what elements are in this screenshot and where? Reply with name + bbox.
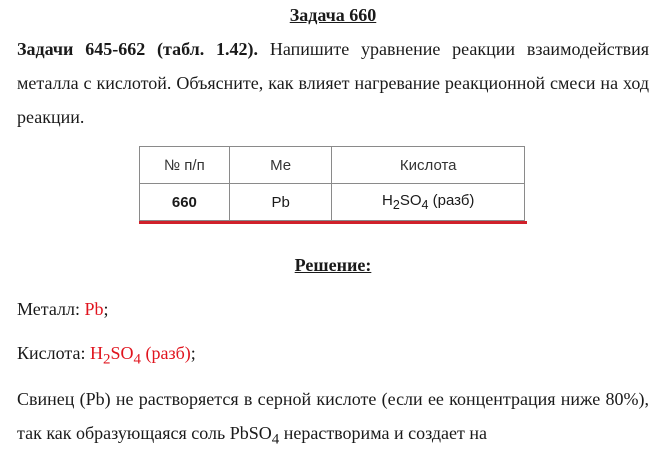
header-acid: Кислота (332, 147, 525, 184)
task-reference: Задачи 645-662 (табл. 1.42). (17, 39, 259, 59)
cell-acid: $H_2SO_4$ (разб) (332, 184, 525, 221)
header-number: № п/п (140, 147, 230, 184)
task-table (139, 146, 525, 221)
cell-metal: Pb (229, 184, 332, 221)
solution-paragraph: Свинец (Pb) не растворяется в серной кислоте (если ее концентрация ниже 80%), так как образующаяся соль PbSO$_4$ нерастворима и создает на (17, 389, 649, 448)
cell-number: 660 (140, 184, 230, 221)
metal-line: Металл: Pb; (17, 299, 109, 319)
header-metal: Ме (229, 147, 332, 184)
task-text: Напишите уравнение реакции взаимодействия металла с кислотой. Объясните, как влияет нагревание реакционной смеси на ход реакции. (17, 39, 649, 127)
acid-value: $H_2SO_4$ (разб) (89, 343, 191, 368)
solution-heading: Решение: (294, 255, 372, 275)
task-statement (17, 32, 649, 134)
task-title: Задача 660 (289, 5, 377, 25)
table-underline (139, 221, 527, 224)
table-header-row (140, 147, 525, 184)
acid-line: Кислота: $H_2SO_4$ (разб); (17, 343, 196, 368)
table-row (140, 184, 525, 221)
metal-value: Pb (84, 299, 104, 319)
